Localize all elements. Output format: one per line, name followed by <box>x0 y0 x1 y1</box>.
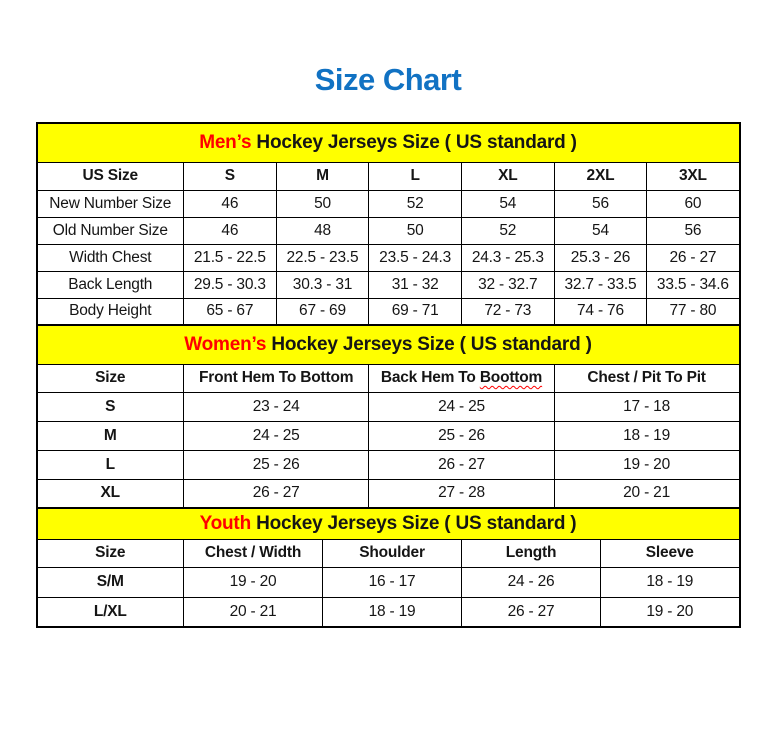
womens-accent-word: Women’s <box>184 333 267 355</box>
size-label: L/XL <box>37 597 184 627</box>
youth-col-header: Chest / Width <box>184 539 323 567</box>
value-cell: 24 - 25 <box>184 421 369 450</box>
mens-section-title <box>37 123 740 162</box>
value-cell: 18 - 19 <box>323 597 462 627</box>
value-cell: 23 - 24 <box>184 392 369 421</box>
mens-table-row <box>37 217 740 244</box>
value-cell: 69 - 71 <box>369 298 462 325</box>
youth-table-row <box>37 597 740 627</box>
mens-table-row <box>37 190 740 217</box>
value-cell: 52 <box>461 217 554 244</box>
womens-table-row <box>37 479 740 508</box>
youth-col-header: Sleeve <box>601 539 740 567</box>
value-cell: 19 - 20 <box>184 567 323 597</box>
value-cell: 18 - 19 <box>601 567 740 597</box>
value-cell: 26 - 27 <box>369 450 554 479</box>
misspelled-word: Boottom <box>479 369 543 386</box>
value-cell: 20 - 21 <box>184 597 323 627</box>
youth-header-row <box>37 539 740 567</box>
value-cell: 32.7 - 33.5 <box>554 271 647 298</box>
value-cell: 19 - 20 <box>554 450 739 479</box>
value-cell: 30.3 - 31 <box>276 271 369 298</box>
youth-section-band <box>37 508 740 539</box>
mens-col-header: L <box>369 162 462 190</box>
value-cell: 21.5 - 22.5 <box>184 244 277 271</box>
youth-accent-word: Youth <box>199 512 251 534</box>
womens-title-rest: Hockey Jerseys Size ( US standard ) <box>266 333 592 355</box>
value-cell: 22.5 - 23.5 <box>276 244 369 271</box>
row-label: New Number Size <box>37 190 184 217</box>
value-cell: 46 <box>184 217 277 244</box>
value-cell: 29.5 - 30.3 <box>184 271 277 298</box>
womens-header-row <box>37 364 740 392</box>
value-cell: 50 <box>276 190 369 217</box>
mens-table-row <box>37 298 740 325</box>
value-cell: 54 <box>554 217 647 244</box>
value-cell: 56 <box>554 190 647 217</box>
youth-col-header: Size <box>37 539 184 567</box>
womens-col-header: Front Hem To Bottom <box>184 364 369 392</box>
value-cell: 46 <box>184 190 277 217</box>
value-cell: 72 - 73 <box>461 298 554 325</box>
youth-col-header: Length <box>462 539 601 567</box>
value-cell: 67 - 69 <box>276 298 369 325</box>
value-cell: 19 - 20 <box>601 597 740 627</box>
value-cell: 32 - 32.7 <box>461 271 554 298</box>
value-cell: 52 <box>369 190 462 217</box>
value-cell: 17 - 18 <box>554 392 739 421</box>
womens-col-header <box>369 364 554 392</box>
value-cell: 26 - 27 <box>462 597 601 627</box>
row-label: Old Number Size <box>37 217 184 244</box>
womens-table-row <box>37 450 740 479</box>
youth-col-header: Shoulder <box>323 539 462 567</box>
value-cell: 25 - 26 <box>184 450 369 479</box>
value-cell: 50 <box>369 217 462 244</box>
mens-accent-word: Men’s <box>199 131 252 153</box>
value-cell: 25 - 26 <box>369 421 554 450</box>
mens-col-header: US Size <box>37 162 184 190</box>
value-cell: 56 <box>647 217 740 244</box>
value-cell: 23.5 - 24.3 <box>369 244 462 271</box>
mens-table-row <box>37 244 740 271</box>
womens-table-row <box>37 421 740 450</box>
mens-col-header: 2XL <box>554 162 647 190</box>
mens-col-header: S <box>184 162 277 190</box>
value-cell: 26 - 27 <box>647 244 740 271</box>
womens-size-table <box>36 324 741 509</box>
value-cell: 33.5 - 34.6 <box>647 271 740 298</box>
mens-col-header: 3XL <box>647 162 740 190</box>
size-label: L <box>37 450 184 479</box>
size-label: S <box>37 392 184 421</box>
row-label: Body Height <box>37 298 184 325</box>
value-cell: 54 <box>461 190 554 217</box>
value-cell: 31 - 32 <box>369 271 462 298</box>
youth-table-row <box>37 567 740 597</box>
youth-size-table <box>36 507 741 628</box>
womens-col-header: Chest / Pit To Pit <box>554 364 739 392</box>
womens-table-row <box>37 392 740 421</box>
back-hem-prefix: Back Hem To <box>380 369 480 386</box>
value-cell: 24 - 26 <box>462 567 601 597</box>
youth-section-title <box>37 508 740 539</box>
mens-title-rest: Hockey Jerseys Size ( US standard ) <box>251 131 577 153</box>
value-cell: 60 <box>647 190 740 217</box>
womens-section-band <box>37 325 740 364</box>
value-cell: 18 - 19 <box>554 421 739 450</box>
mens-size-table <box>36 122 741 326</box>
womens-section-title <box>37 325 740 364</box>
value-cell: 65 - 67 <box>184 298 277 325</box>
mens-col-header: M <box>276 162 369 190</box>
value-cell: 77 - 80 <box>647 298 740 325</box>
mens-col-header: XL <box>461 162 554 190</box>
youth-title-rest: Hockey Jerseys Size ( US standard ) <box>250 512 577 534</box>
mens-header-row <box>37 162 740 190</box>
value-cell: 24.3 - 25.3 <box>461 244 554 271</box>
size-chart <box>36 122 741 628</box>
value-cell: 26 - 27 <box>184 479 369 508</box>
womens-col-header: Size <box>37 364 184 392</box>
value-cell: 16 - 17 <box>323 567 462 597</box>
size-label: S/M <box>37 567 184 597</box>
size-label: XL <box>37 479 184 508</box>
value-cell: 20 - 21 <box>554 479 739 508</box>
value-cell: 24 - 25 <box>369 392 554 421</box>
mens-table-row <box>37 271 740 298</box>
value-cell: 27 - 28 <box>369 479 554 508</box>
row-label: Back Length <box>37 271 184 298</box>
value-cell: 74 - 76 <box>554 298 647 325</box>
mens-section-band <box>37 123 740 162</box>
value-cell: 48 <box>276 217 369 244</box>
page-title: Size Chart <box>314 62 462 97</box>
row-label: Width Chest <box>37 244 184 271</box>
value-cell: 25.3 - 26 <box>554 244 647 271</box>
size-label: M <box>37 421 184 450</box>
